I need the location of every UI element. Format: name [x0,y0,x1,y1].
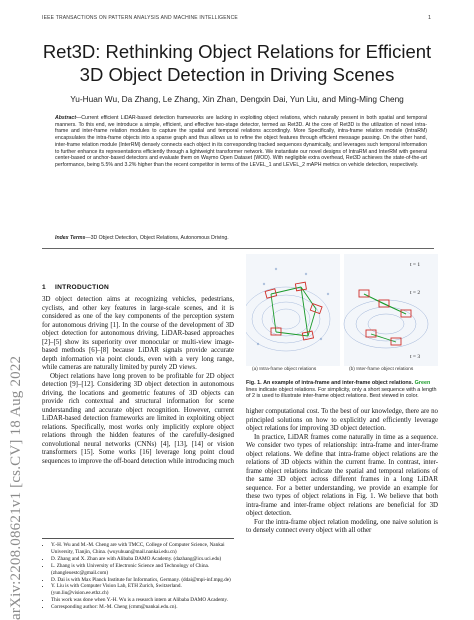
footnote-item: • D. Dai is with Max Planck Institute for Informatics, Germany. (ddai@mpi-inf.mpg.de) [51,577,234,584]
header-divider [42,248,434,249]
paper-title [30,40,444,86]
author-list: Yu-Huan Wu, Da Zhang, Le Zhang, Xin Zhan, Dengxin Dai, Yun Liu, and Ming-Ming Cheng [70,94,404,104]
footnote-item: • This work was done when Y.-H. Wu is a research intern at Alibaba DAMO Academy. [51,597,234,604]
section-title: INTRODUCTION [54,284,110,291]
section-number: 1 [42,284,46,291]
title-line-2: 3D Object Detection in Driving Scenes [79,64,395,85]
figure-1 [246,254,438,376]
caption-label: Fig. 1. [246,380,262,386]
arxiv-stamp: arXiv:2208.08621v1 [cs.CV] 18 Aug 2022 [8,355,24,620]
time-label-3: t = 3 [410,354,421,360]
subcaption-b: (b) Inter-frame object relations [349,367,414,372]
intro-column-left [42,296,234,466]
footnote-item: • Corresponding author: M.-M. Cheng (cmm@nankai.edu.cn). [51,604,234,611]
figure-1-image [246,254,438,366]
subcaption-a: (a) Intra-frame object relations [252,367,317,372]
intro-paragraph-4: In practice, LiDAR frames come naturally in time as a sequence. We consider two types of relationship: intra-frame and inter-frame object relations. We define that intra-frame object relations are the relations of 3D objects within the current frame. In contrast, inter-frame object relations indicate the spatial and temporal relations of the same 3D object across different frames in a long LiDAR sequence. For a better understanding, we provide an example for these two types of object relations in Fig. 1. We believe that both intra-frame and inter-frame object relations are beneficial for 3D object detection. [246,433,438,517]
title-line-1: Ret3D: Rethinking Object Relations for Efficient [42,41,432,62]
intro-paragraph-1: 3D object detection aims at recognizing vehicles, pedestrians, cyclists, and other key features in large-scale scenes, and it is considered as one of the key components of the perception system for autonomous driving [1]. In the course of the development of 3D object detection for autonomous driving, LiDAR-based approaches [2]–[5] show its superiority over monocular or multi-view image-based methods [6]–[8] because LiDAR signals provide accurate depth information via point clouds, even with a very long range, while cameras are naturally limited by purely 2D views. [42,296,234,371]
footnote-item: • D. Zhang and X. Zhan are with Alibaba DAMO Academy. (dazhang@ics.uci.edu) [51,556,234,563]
journal-header: IEEE TRANSACTIONS ON PATTERN ANALYSIS AND MACHINE INTELLIGENCE [42,15,238,21]
time-label-1: t = 1 [410,262,421,268]
index-terms-label: Index Terms [55,235,86,241]
figure-caption [246,380,438,400]
caption-title: An example of intra-frame and inter-frame object relations. [263,380,414,386]
caption-text: lines indicate object relations. For simplicity, only a short sequence with a length of 2 is used to illustrate inter-frame object relations. Best viewed in color. [246,386,437,400]
time-label-2: t = 2 [410,290,421,296]
footnote-item: • Y.-H. Wu and M.-M. Cheng are with TMCC, College of Computer Science, Nankai University, Tianjin, China. (wuyuhuan@mail.nankai.edu.cn) [51,542,234,556]
caption-green-word: Green [414,380,431,386]
section-heading [42,284,109,291]
page-number: 1 [428,15,432,21]
index-terms [55,235,427,241]
footnote-item: • L. Zhang is with University of Electronic Science and Technology of China. (zhangleuestc@gmail.com) [51,563,234,577]
index-terms-text: —3D Object Detection, Object Relations, Autonomous Driving. [85,235,229,241]
intro-column-right [246,408,438,536]
intro-paragraph-5: For the intra-frame object relation modeling, one naive solution is to densely connect every object with all other [246,518,438,534]
intro-paragraph-3: higher computational cost. To the best of our knowledge, there are no principled solutions on how to explicitly and efficiently leverage object relations for improving 3D object detection. [246,408,438,432]
abstract-label: Abstract [55,115,77,121]
abstract [55,115,427,169]
abstract-text: —Current efficient LiDAR-based detection frameworks are lacking in exploiting object relations, which naturally present in both spatial and temporal manners. To this end, we introduce a simple, efficient, and effective two-stage detector, termed as Ret3D. At the core of Ret3D is the utilization of novel intra-frame and inter-frame relation modules to capture the spatial and temporal relations accordingly. More Specifically, intra-frame relation module (IntraRM) encapsulates the intra-frame objects into a sparse graph and thus allows us to refine the object features through efficient message passing. On the other hand, inter-frame relation module (InterRM) densely connects each object in its corresponding tracked sequences dynamically, and leverages such temporal information to further enhance its representations efficiently through a lightweight transformer network. We instantiate our novel designs of IntraRM and InterRM with general center-based or anchor-based detectors and evaluate them on Waymo Open Dataset (WOD). With negligible extra overhead, Ret3D achieves the state-of-the-art performance, being 5.5% and 3.2% higher than the recent competitor in terms of the LEVEL_1 and LEVEL_2 mAPH metrics on vehicle detection, respectively. [55,115,427,168]
intro-paragraph-2: Object relations have long proven to be profitable for 2D object detection [9]–[12]. Considering 3D object detection in autonomous driving, the locations and geometric features of 3D objects can provide rich contextual and structural information for scene understanding and accurate object recognition. However, current LiDAR-based detection frameworks are limited in exploiting object relations. Specifically, most works only implicitly explore object relations through the hidden features of the carefully-designed convolutional neural networks (CNNs) [4], [13], [14] or vision transformers [15]. Some works [16] leverage long point cloud sequences to improve the off-board detection while introducing much [42,372,234,465]
footnote-item: • Y. Liu is with Computer Vision Lab, ETH Zurich, Switzerland. (yun.liu@vision.ee.ethz.ch) [51,583,234,597]
footnotes [42,538,234,611]
